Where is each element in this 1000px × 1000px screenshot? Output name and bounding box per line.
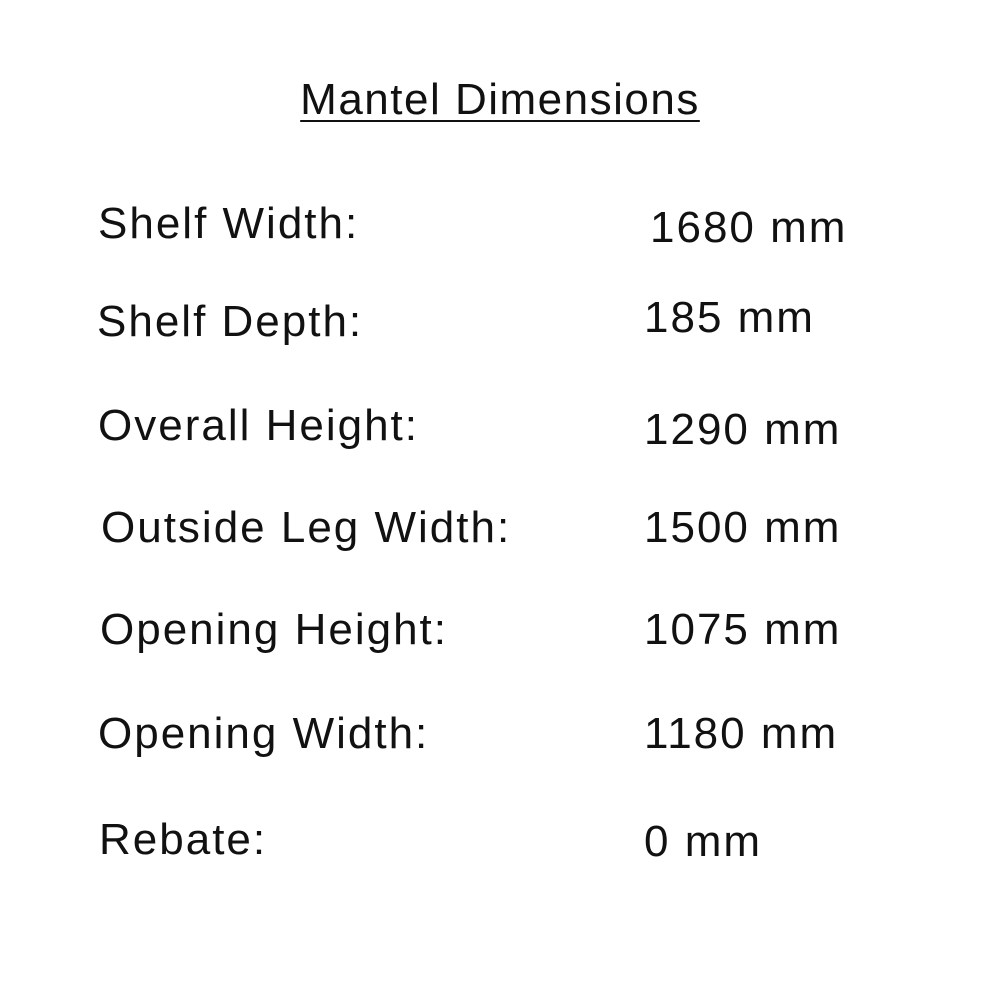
spec-value: 1290 mm	[644, 405, 842, 454]
spec-value: 1500 mm	[644, 503, 842, 552]
spec-label: Outside Leg Width:	[101, 503, 512, 552]
spec-label: Shelf Width:	[98, 199, 360, 248]
spec-value: 1075 mm	[644, 605, 842, 654]
spec-row-shelf-depth	[0, 294, 1000, 354]
spec-row-outside-leg-width	[0, 500, 1000, 560]
spec-value: 1680 mm	[650, 203, 848, 252]
spec-value: 185 mm	[644, 293, 815, 342]
spec-row-shelf-width	[0, 196, 1000, 256]
spec-label: Opening Height:	[100, 605, 448, 654]
spec-row-opening-width	[0, 706, 1000, 766]
spec-value: 0 mm	[644, 817, 762, 866]
spec-label: Opening Width:	[98, 709, 430, 758]
spec-label: Overall Height:	[98, 401, 420, 450]
spec-row-rebate	[0, 812, 1000, 872]
spec-row-overall-height	[0, 398, 1000, 458]
page-title: Mantel Dimensions	[300, 75, 700, 124]
spec-label: Shelf Depth:	[97, 297, 364, 346]
spec-label: Rebate:	[99, 815, 268, 864]
spec-row-opening-height	[0, 602, 1000, 662]
spec-value: 1180 mm	[644, 709, 839, 758]
